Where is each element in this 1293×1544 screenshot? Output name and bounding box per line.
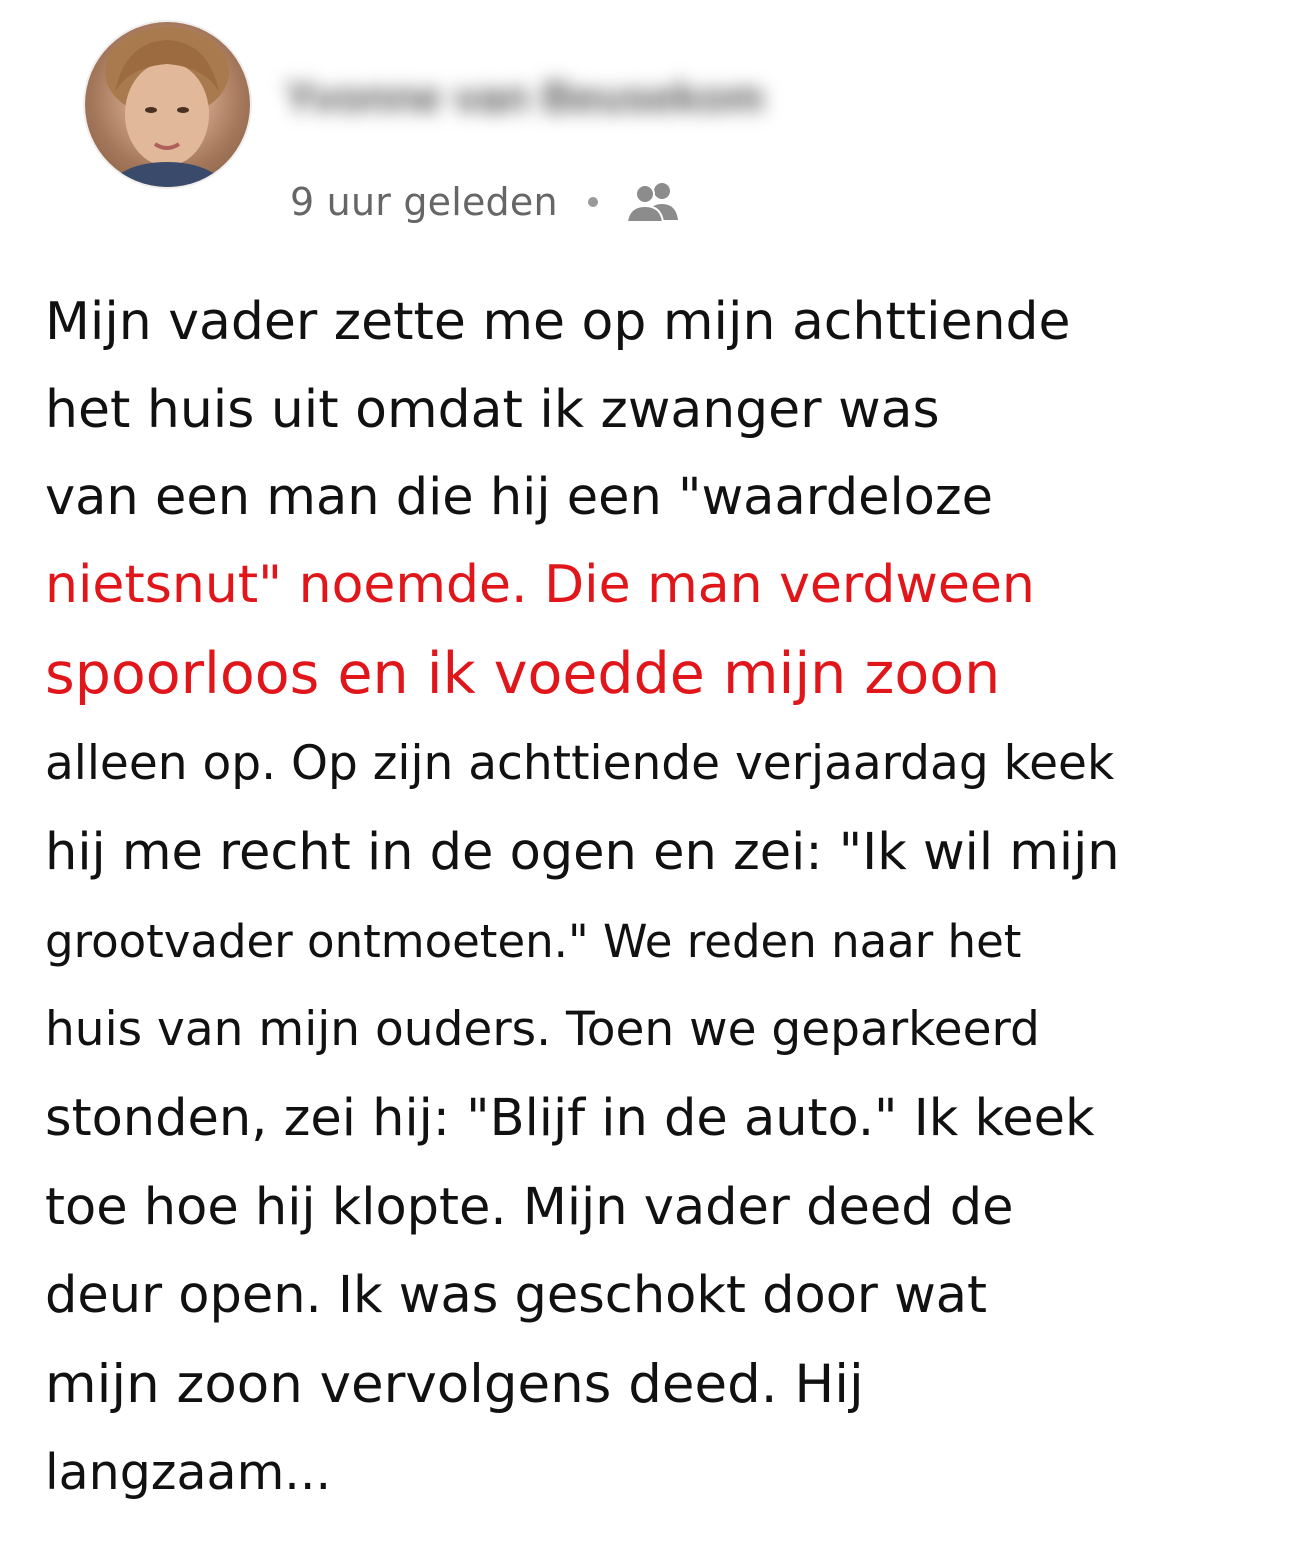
avatar-portrait xyxy=(85,22,250,187)
group-icon xyxy=(624,180,684,224)
author-name[interactable]: Yvonne van Beusekom xyxy=(285,73,765,122)
post-header xyxy=(0,0,1293,260)
separator-dot xyxy=(588,197,598,207)
avatar[interactable] xyxy=(85,22,250,187)
post-text-line: van een man die hij een "waardeloze xyxy=(45,468,994,527)
post-text-line: grootvader ontmoeten." We reden naar het xyxy=(45,915,1022,968)
post-timestamp[interactable]: 9 uur geleden xyxy=(290,180,558,224)
post-text-line-highlighted: spoorloos en ik voedde mijn zoon xyxy=(45,641,1001,707)
post-text-line: deur open. Ik was geschokt door wat xyxy=(45,1266,988,1325)
post-meta xyxy=(290,178,684,226)
post-text-line: hij me recht in de ogen en zei: "Ik wil mijn xyxy=(45,823,1120,882)
post-text-line: stonden, zei hij: "Blijf in de auto." Ik keek xyxy=(45,1089,1095,1148)
post-text-line: alleen op. Op zijn achttiende verjaardag keek xyxy=(45,736,1115,791)
post-text-line: toe hoe hij klopte. Mijn vader deed de xyxy=(45,1178,1014,1237)
post-body xyxy=(45,278,1265,1516)
post-text-line: Mijn vader zette me op mijn achttiende xyxy=(45,292,1071,352)
post-text-line-highlighted: nietsnut" noemde. Die man verdween xyxy=(45,555,1035,615)
post-text-line: het huis uit omdat ik zwanger was xyxy=(45,380,940,440)
post-text-line: huis van mijn ouders. Toen we geparkeerd xyxy=(45,1002,1040,1057)
post-text-line: langzaam... xyxy=(45,1444,332,1501)
post-text-line: mijn zoon vervolgens deed. Hij xyxy=(45,1354,864,1415)
